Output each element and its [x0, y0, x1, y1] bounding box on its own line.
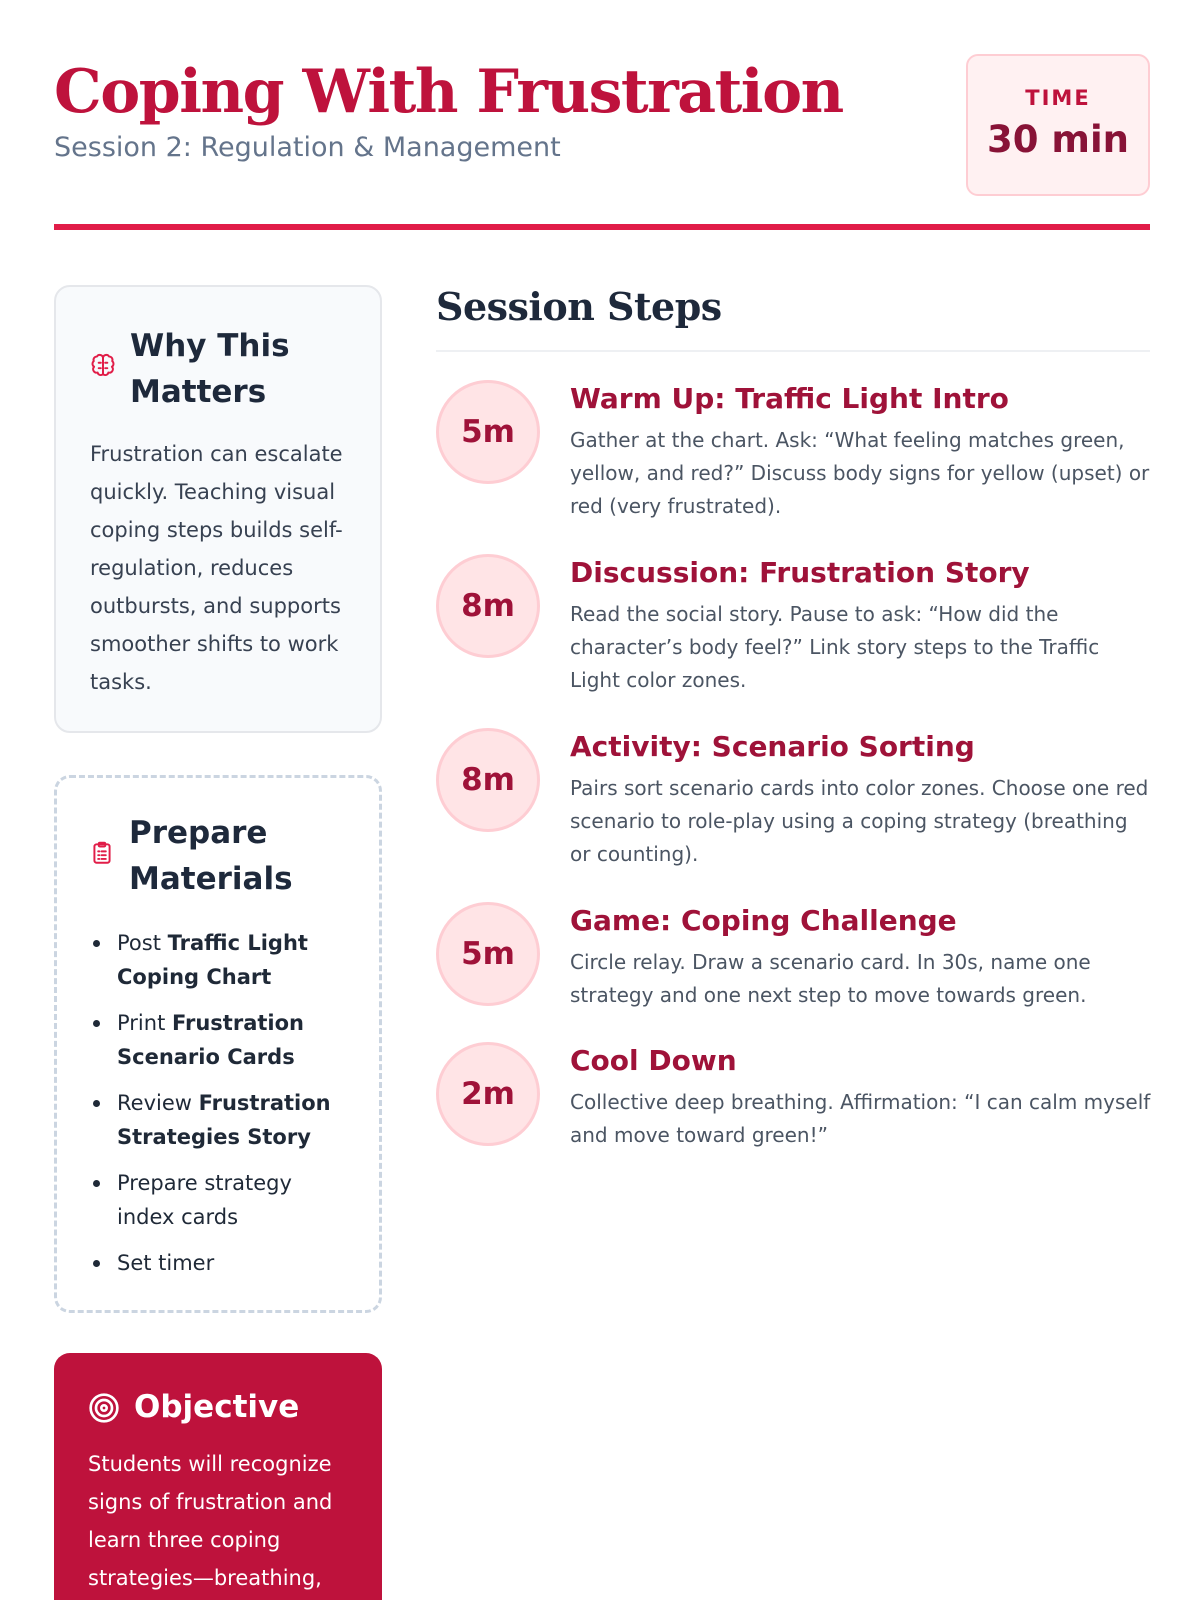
target-icon [88, 1392, 120, 1424]
step-title: Discussion: Frustration Story [570, 556, 1030, 589]
step-duration-badge: 2m [436, 1042, 540, 1146]
objective-card [54, 1353, 382, 1600]
why-card-title: Why This Matters [130, 328, 290, 410]
step-title: Game: Coping Challenge [570, 904, 957, 937]
brain-icon [90, 353, 116, 379]
step-duration-badge: 5m [436, 902, 540, 1006]
objective-title: Objective [134, 1389, 300, 1425]
list-item: Set timer [87, 1246, 349, 1280]
page-subtitle: Session 2: Regulation & Management [54, 132, 561, 163]
time-value: 30 min [987, 118, 1129, 161]
session-steps-title: Session Steps [436, 284, 722, 329]
list-item: Review Frustration Strategies Story [87, 1086, 349, 1154]
objective-body: Students will recognize signs of frustration and learn three coping strategies—breathing, [88, 1452, 333, 1590]
step-title: Cool Down [570, 1044, 737, 1077]
objective-header [88, 1383, 358, 1431]
page-header [54, 54, 1150, 232]
step-title: Activity: Scenario Sorting [570, 730, 975, 763]
prep-card-title: Prepare Materials [129, 815, 293, 897]
step-duration-badge: 8m [436, 728, 540, 832]
time-badge [966, 54, 1150, 196]
list-item: Prepare strategy index cards [87, 1166, 349, 1234]
list-item: Print Frustration Scenario Cards [87, 1006, 349, 1074]
list-item: Post Traffic Light Coping Chart [87, 926, 349, 994]
step-description: Pairs sort scenario cards into color zones. Choose one red scenario to role-play using a coping strategy (breathing or counting). [570, 776, 1149, 866]
step-description: Circle relay. Draw a scenario card. In 30s, name one strategy and one next step to move towards green. [570, 950, 1091, 1007]
session-steps-divider [436, 350, 1150, 352]
step-description: Collective deep breathing. Affirmation: “I can calm myself and move toward green!” [570, 1090, 1151, 1147]
page-title: Coping With Frustration [54, 57, 843, 127]
why-this-matters-card [54, 285, 382, 733]
step-duration-badge: 8m [436, 554, 540, 658]
why-card-header [90, 323, 350, 415]
clipboard-icon [89, 840, 115, 866]
time-label: TIME [1025, 86, 1091, 110]
materials-list [87, 926, 349, 1292]
step-description: Read the social story. Pause to ask: “How did the character’s body feel?” Link story steps to the Traffic Light color zones. [570, 602, 1100, 692]
prep-card-header [89, 810, 349, 902]
step-title: Warm Up: Traffic Light Intro [570, 382, 1009, 415]
step-duration-badge: 5m [436, 380, 540, 484]
header-divider [54, 224, 1150, 230]
why-card-body: Frustration can escalate quickly. Teaching visual coping steps builds self-regulation, reduces outbursts, and supports smoother shifts to work tasks. [90, 442, 343, 694]
step-description: Gather at the chart. Ask: “What feeling matches green, yellow, and red?” Discuss body signs for yellow (upset) or red (very frustrated). [570, 428, 1150, 518]
prepare-materials-card [54, 775, 382, 1313]
